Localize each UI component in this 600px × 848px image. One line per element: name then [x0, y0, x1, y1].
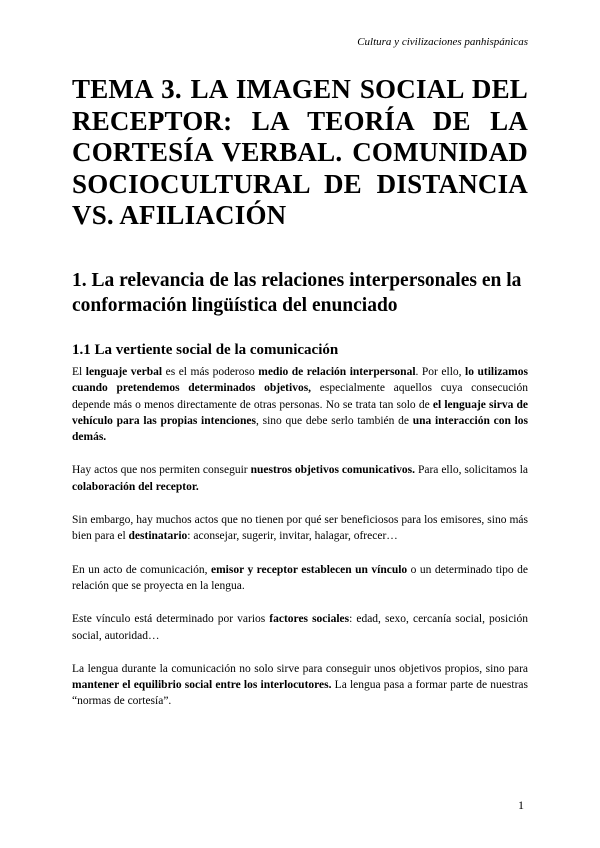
chapter-title-line: RECEPTOR: LA TEORÍA DE LA	[72, 105, 528, 136]
bold-text: destinatario	[128, 530, 188, 543]
paragraph	[72, 611, 528, 644]
text-run: Sin embargo, hay muchos actos que no tienen por qué ser beneficiosos para los emisores, sino más bien para el	[72, 514, 528, 543]
text-run: especialmente aquellos cuya consecución depende más o menos directamente de otras personas. No se trata tan solo de	[72, 382, 528, 411]
text-run: La lengua durante la comunicación no solo sirve para conseguir unos objetivos propios, sino para	[72, 662, 528, 675]
body-text	[72, 364, 528, 727]
chapter-title-line: VS. AFILIACIÓN	[72, 200, 287, 230]
running-header: Cultura y civilizaciones panhispánicas	[357, 36, 528, 48]
text-run: El	[72, 366, 86, 378]
text-run: En un acto de comunicación,	[72, 563, 211, 576]
bold-text: medio de relación interpersonal	[258, 366, 416, 378]
bold-text: colaboración del receptor.	[72, 480, 199, 493]
section-heading: 1. La relevancia de las relaciones interpersonales en la conformación lingüística del enunciado	[72, 270, 522, 316]
bold-text: mantener el equilibrio social entre los interlocutores.	[72, 679, 332, 692]
bold-text: el lenguaje sirva de vehículo para las propias intenciones	[72, 398, 528, 427]
text-run: La lengua pasa a formar parte de nuestras “normas de cortesía”.	[72, 679, 528, 708]
page-number: 1	[518, 798, 524, 812]
text-run: . Por ello,	[415, 366, 466, 378]
subsection-heading: 1.1 La vertiente social de la comunicación	[72, 342, 339, 358]
text-run: Para ello, solicitamos la	[415, 464, 528, 477]
bold-text: emisor y receptor establecen un vínculo	[210, 563, 408, 576]
text-run: Este vínculo está determinado por varios	[72, 613, 270, 626]
chapter-title	[72, 74, 528, 232]
bold-text: una interacción con los demás.	[72, 414, 528, 444]
paragraph	[72, 512, 528, 545]
paragraph	[72, 661, 528, 710]
text-run: : edad, sexo, cercanía social, posición social, autoridad…	[72, 613, 528, 642]
paragraph	[72, 562, 528, 595]
chapter-title-line: SOCIOCULTURAL DE DISTANCIA	[72, 168, 528, 199]
paragraph	[72, 364, 528, 445]
text-run: : aconsejar, sugerir, invitar, halagar, ofrecer…	[187, 530, 398, 543]
text-run: es el más poderoso	[162, 366, 259, 378]
chapter-title-line: TEMA 3. LA IMAGEN SOCIAL DEL	[72, 74, 528, 104]
text-run: , sino que debe serlo también de	[256, 414, 413, 427]
bold-text: factores sociales	[269, 613, 350, 626]
text-run: o un determinado tipo de relación que se proyecta en la lengua.	[72, 563, 528, 592]
chapter-title-line: CORTESÍA VERBAL. COMUNIDAD	[72, 137, 528, 167]
text-run: Hay actos que nos permiten conseguir	[72, 464, 251, 477]
paragraph	[72, 462, 528, 495]
bold-text: lenguaje verbal	[85, 366, 163, 378]
bold-text: lo utilizamos cuando pretendemos determinados objetivos,	[72, 366, 528, 395]
bold-text: nuestros objetivos comunicativos.	[250, 464, 416, 477]
